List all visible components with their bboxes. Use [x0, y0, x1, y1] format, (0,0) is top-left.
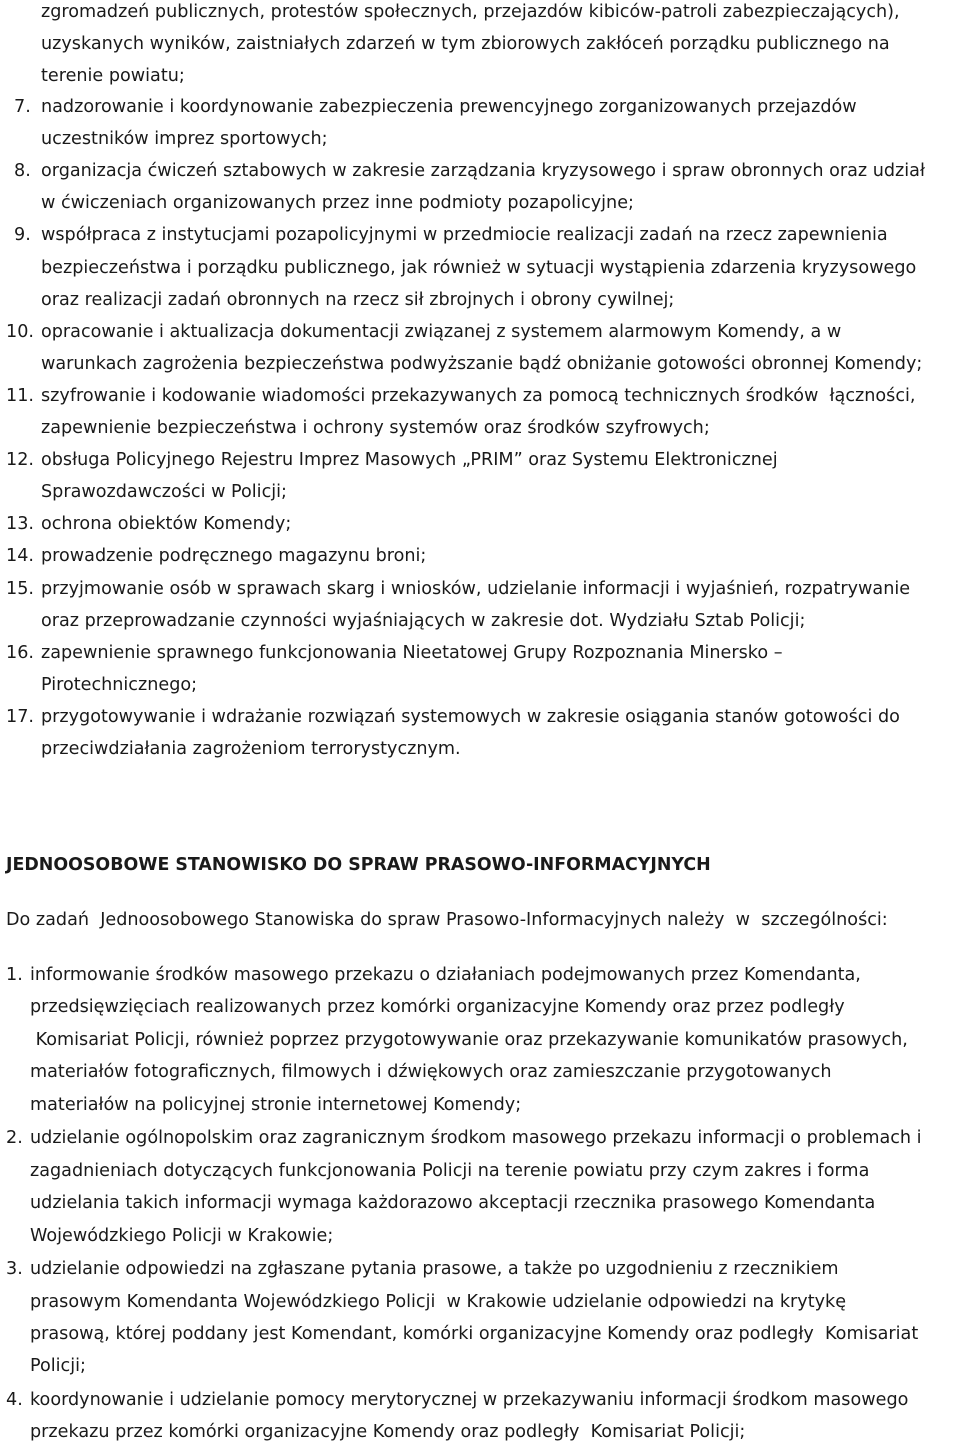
- list-item-text: warunkach zagrożenia bezpieczeństwa podwyższanie bądź obniżanie gotowości obronnej Komendy;: [41, 353, 923, 374]
- list-item-number: 16.: [6, 642, 34, 663]
- list-item-text: zapewnienie sprawnego funkcjonowania Nieetatowej Grupy Rozpoznania Minersko –: [41, 642, 783, 663]
- list-item-text: udzielanie odpowiedzi na zgłaszane pytania prasowe, a także po uzgodnieniu z rzecznikiem: [30, 1259, 839, 1280]
- list-item-number: 11.: [6, 385, 34, 406]
- list-item-text: przedsięwzięciach realizowanych przez komórki organizacyjne Komendy oraz przez podległy: [30, 997, 845, 1018]
- list-item-text: obsługa Policyjnego Rejestru Imprez Masowych „PRIM” oraz Systemu Elektronicznej: [41, 450, 778, 471]
- list-item-number: 1.: [6, 965, 23, 985]
- list-item-number: 17.: [6, 706, 34, 727]
- list-item-number: 3.: [6, 1259, 23, 1280]
- list-item-text: Policji;: [30, 1356, 86, 1377]
- section-heading: JEDNOOSOBOWE STANOWISKO DO SPRAW PRASOWO-INFORMACYJNYCH: [6, 855, 711, 875]
- list-item-number: 13.: [6, 514, 34, 535]
- list-item-text: w ćwiczeniach organizowanych przez inne podmioty pozapolicyjne;: [41, 193, 634, 214]
- list-item-number: 7.: [14, 97, 31, 117]
- list-item-text: bezpieczeństwa i porządku publicznego, jak również w sytuacji wystąpienia zdarzenia kryzysowego: [41, 257, 917, 278]
- list-item-text: Pirotechnicznego;: [41, 674, 198, 695]
- list-item-continuation: terenie powiatu;: [41, 66, 185, 86]
- section-intro: Do zadań Jednoosobowego Stanowiska do spraw Prasowo-Informacyjnych należy w szczególności:: [6, 910, 888, 930]
- list-item-text: opracowanie i aktualizacja dokumentacji związanej z systemem alarmowym Komendy, a w: [41, 321, 842, 342]
- list-item-text: prasową, której poddany jest Komendant, komórki organizacyjne Komendy oraz podległy Komisariat: [30, 1323, 919, 1344]
- list-item-number: 8.: [14, 161, 31, 182]
- list-item-text: materiałów na policyjnej stronie internetowej Komendy;: [30, 1094, 522, 1115]
- list-item-text: organizacja ćwiczeń sztabowych w zakresie zarządzania kryzysowego i spraw obronnych oraz udział: [41, 161, 925, 182]
- list-item-number: 15.: [6, 578, 34, 599]
- list-item-number: 4.: [6, 1389, 23, 1410]
- list-item-continuation: zgromadzeń publicznych, protestów społecznych, przejazdów kibiców-patroli zabezpieczających),: [41, 2, 900, 22]
- list-item-text: oraz przeprowadzanie czynności wyjaśniających w zakresie dot. Wydziału Sztab Policji;: [41, 610, 806, 631]
- list-item-text: nadzorowanie i koordynowanie zabezpieczenia prewencyjnego zorganizowanych przejazdów: [41, 97, 857, 117]
- list-item-text: współpraca z instytucjami pozapolicyjnymi w przedmiocie realizacji zadań na rzecz zapewnienia: [41, 225, 888, 246]
- list-item-continuation: uzyskanych wyników, zaistniałych zdarzeń w tym zbiorowych zakłóceń porządku publicznego na: [41, 34, 890, 54]
- list-item-text: szyfrowanie i kodowanie wiadomości przekazywanych za pomocą technicznych środków łączności,: [41, 385, 916, 406]
- list-item-text: prasowym Komendanta Wojewódzkiego Policji w Krakowie udzielanie odpowiedzi na krytykę: [30, 1291, 847, 1312]
- list-item-text: informowanie środków masowego przekazu o działaniach podejmowanych przez Komendanta,: [30, 965, 861, 985]
- list-item-text: koordynowanie i udzielanie pomocy merytorycznej w przekazywaniu informacji środkom masowego: [30, 1389, 909, 1410]
- list-item-text: przekazu przez komórki organizacyjne Komendy oraz podległy Komisariat Policji;: [30, 1422, 746, 1443]
- list-item-text: materiałów fotograficznych, filmowych i dźwiękowych oraz zamieszczanie przygotowanych: [30, 1062, 832, 1083]
- list-item-text: Wojewódzkiego Policji w Krakowie;: [30, 1225, 334, 1246]
- list-item-text: oraz realizacji zadań obronnych na rzecz sił zbrojnych i obrony cywilnej;: [41, 289, 675, 310]
- list-item-number: 2.: [6, 1128, 23, 1149]
- list-item-text: przygotowywanie i wdrażanie rozwiązań systemowych w zakresie osiągania stanów gotowości do: [41, 706, 900, 727]
- list-item-text: prowadzenie podręcznego magazynu broni;: [41, 546, 427, 567]
- list-item-text: uczestników imprez sportowych;: [41, 129, 328, 150]
- list-item-text: Komisariat Policji, również poprzez przygotowywanie oraz przekazywanie komunikatów prasowych,: [30, 1029, 908, 1050]
- list-item-number: 10.: [6, 321, 34, 342]
- list-item-text: Sprawozdawczości w Policji;: [41, 482, 287, 503]
- list-item-text: przyjmowanie osób w sprawach skarg i wniosków, udzielanie informacji i wyjaśnień, rozpatrywanie: [41, 578, 911, 599]
- list-item-text: zapewnienie bezpieczeństwa i ochrony systemów oraz środków szyfrowych;: [41, 418, 710, 438]
- list-item-text: ochrona obiektów Komendy;: [41, 514, 292, 535]
- list-item-number: 12.: [6, 450, 34, 471]
- list-item-number: 9.: [14, 225, 31, 246]
- list-item-text: udzielania takich informacji wymaga każdorazowo akceptacji rzecznika prasowego Komendanta: [30, 1193, 876, 1214]
- list-item-number: 14.: [6, 546, 34, 567]
- list-item-text: udzielanie ogólnopolskim oraz zagranicznym środkom masowego przekazu informacji o problemach i: [30, 1128, 922, 1149]
- list-item-text: zagadnieniach dotyczących funkcjonowania Policji na terenie powiatu przy czym zakres i forma: [30, 1160, 870, 1181]
- list-item-text: przeciwdziałania zagrożeniom terrorystycznym.: [41, 739, 461, 759]
